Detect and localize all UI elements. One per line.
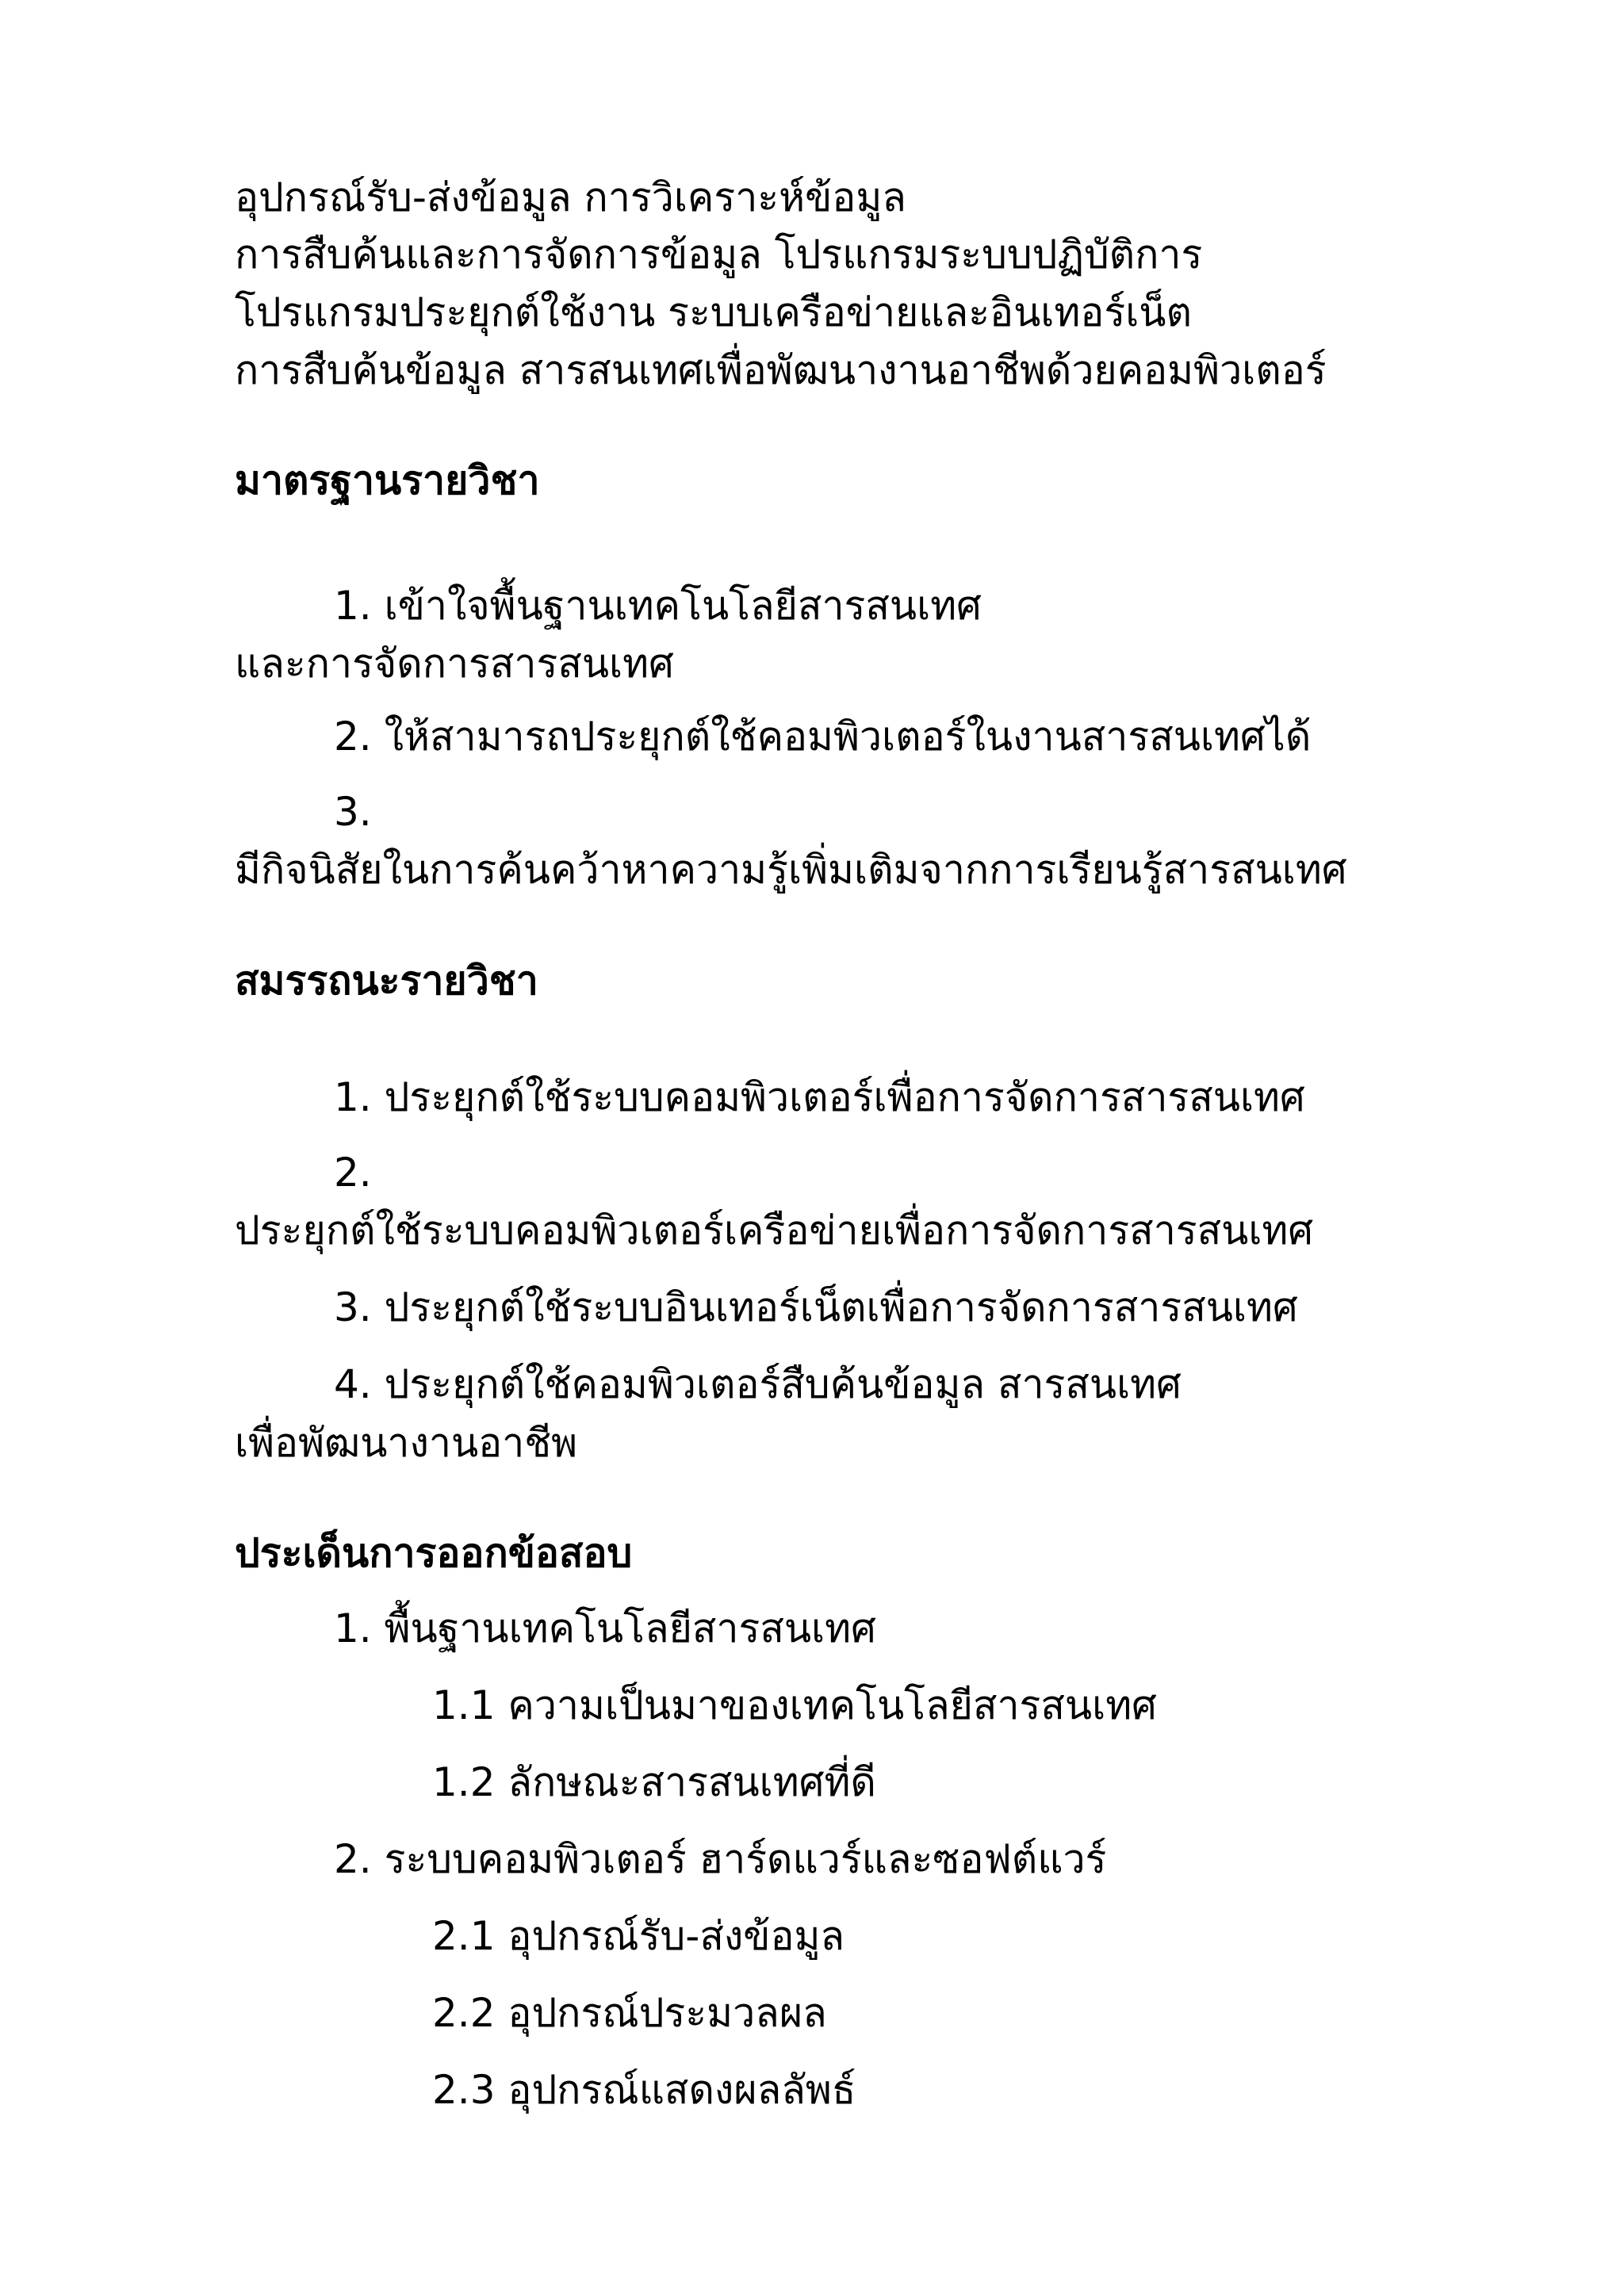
exam-subtopic: 2.1 อุปกรณ์รับ-ส่งข้อมูล — [432, 1913, 845, 1959]
standard-item: 2. ให้สามารถประยุกต์ใช้คอมพิวเตอร์ในงานสารสนเทศได้ — [334, 714, 1312, 760]
exam-subtopic: 1.1 ความเป็นมาของเทคโนโลยีสารสนเทศ — [432, 1682, 1157, 1728]
competency-item-continuation: ประยุกต์ใช้ระบบคอมพิวเตอร์เครือข่ายเพื่อการจัดการสารสนเทศ — [235, 1207, 1314, 1253]
exam-subtopic: 2.3 อุปกรณ์แสดงผลลัพธ์ — [432, 2067, 856, 2113]
standard-item-continuation: และการจัดการสารสนเทศ — [235, 641, 674, 687]
standard-item: 3. — [334, 789, 372, 835]
competency-item: 2. — [334, 1150, 372, 1196]
intro-line: โปรแกรมประยุกต์ใช้งาน ระบบเครือข่ายและอินเทอร์เน็ต — [235, 289, 1192, 335]
section-heading-exam-topics: ประเด็นการออกข้อสอบ — [235, 1530, 633, 1576]
intro-line: การสืบค้นข้อมูล สารสนเทศเพื่อพัฒนางานอาชีพด้วยคอมพิวเตอร์ — [235, 347, 1327, 393]
competency-item: 3. ประยุกต์ใช้ระบบอินเทอร์เน็ตเพื่อการจัดการสารสนเทศ — [334, 1284, 1298, 1330]
section-heading-standards: มาตรฐานรายวิชา — [235, 457, 540, 503]
intro-line: การสืบค้นและการจัดการข้อมูล โปรแกรมระบบปฏิบัติการ — [235, 232, 1203, 277]
exam-subtopic: 2.2 อุปกรณ์ประมวลผล — [432, 1990, 827, 2036]
standard-item-continuation: มีกิจนิสัยในการค้นคว้าหาความรู้เพิ่มเติมจากการเรียนรู้สารสนเทศ — [235, 847, 1347, 893]
section-heading-competencies: สมรรถนะรายวิชา — [235, 958, 538, 1004]
competency-item-continuation: เพื่อพัฒนางานอาชีพ — [235, 1420, 578, 1466]
exam-topic: 1. พื้นฐานเทคโนโลยีสารสนเทศ — [334, 1605, 876, 1651]
standard-item: 1. เข้าใจพื้นฐานเทคโนโลยีสารสนเทศ — [334, 583, 982, 629]
exam-subtopic: 1.2 ลักษณะสารสนเทศที่ดี — [432, 1759, 876, 1805]
exam-topic: 2. ระบบคอมพิวเตอร์ ฮาร์ดแวร์และซอฟต์แวร์ — [334, 1836, 1107, 1882]
intro-line: อุปกรณ์รับ-ส่งข้อมูล การวิเคราะห์ข้อมูล — [235, 174, 906, 220]
competency-item: 1. ประยุกต์ใช้ระบบคอมพิวเตอร์เพื่อการจัดการสารสนเทศ — [334, 1074, 1305, 1120]
competency-item: 4. ประยุกต์ใช้คอมพิวเตอร์สืบค้นข้อมูล สารสนเทศ — [334, 1361, 1182, 1407]
